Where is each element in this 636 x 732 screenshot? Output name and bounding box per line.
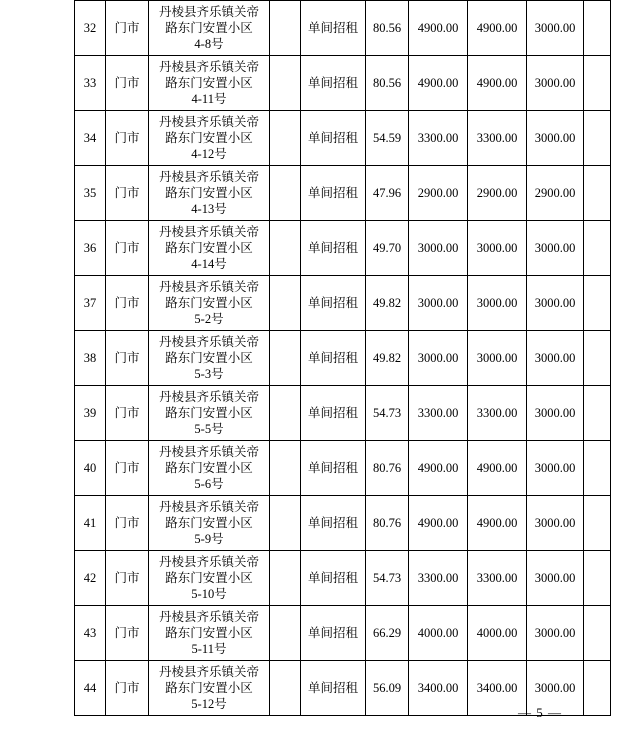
table-row [75,111,611,166]
cell-address [149,166,270,221]
cell-property-type: 门市 [106,386,149,441]
cell-sequence-number: 41 [75,496,106,551]
cell-blank [270,606,301,661]
cell-starting-price: 3400.00 [468,661,527,716]
cell-deposit: 3000.00 [527,441,584,496]
cell-starting-price: 3000.00 [468,221,527,276]
address-line: 路东门安置小区 [165,186,253,200]
cell-appraised-price: 3300.00 [409,386,468,441]
cell-blank [270,496,301,551]
address-line: 丹棱县齐乐镇关帝 [158,5,259,19]
cell-lease-mode: 单间招租 [301,56,366,111]
cell-tail [584,441,611,496]
table-row [75,441,611,496]
page-number: — 5 — [518,705,562,720]
address-line: 4-12号 [191,147,227,161]
cell-sequence-number: 40 [75,441,106,496]
cell-tail [584,551,611,606]
address-line: 丹棱县齐乐镇关帝 [158,335,259,349]
cell-address [149,56,270,111]
address-line: 5-12号 [191,697,227,711]
cell-sequence-number: 32 [75,1,106,56]
address-line: 路东门安置小区 [165,571,253,585]
cell-sequence-number: 35 [75,166,106,221]
cell-deposit: 3000.00 [527,496,584,551]
cell-blank [270,111,301,166]
cell-deposit: 3000.00 [527,551,584,606]
cell-address [149,551,270,606]
address-line: 路东门安置小区 [165,626,253,640]
cell-sequence-number: 42 [75,551,106,606]
cell-area: 66.29 [366,606,409,661]
cell-address [149,496,270,551]
cell-address [149,111,270,166]
address-line: 丹棱县齐乐镇关帝 [158,665,259,679]
cell-deposit: 3000.00 [527,331,584,386]
cell-starting-price: 4000.00 [468,606,527,661]
cell-deposit: 3000.00 [527,111,584,166]
address-line: 路东门安置小区 [165,296,253,310]
cell-blank [270,441,301,496]
cell-area: 49.82 [366,331,409,386]
cell-starting-price: 3300.00 [468,551,527,606]
cell-deposit: 3000.00 [527,56,584,111]
cell-starting-price: 4900.00 [468,56,527,111]
address-line: 5-11号 [191,642,227,656]
table-row [75,1,611,56]
cell-sequence-number: 36 [75,221,106,276]
cell-appraised-price: 3000.00 [409,276,468,331]
cell-lease-mode: 单间招租 [301,386,366,441]
table-row [75,221,611,276]
cell-blank [270,221,301,276]
cell-lease-mode: 单间招租 [301,221,366,276]
table-row [75,496,611,551]
cell-property-type: 门市 [106,276,149,331]
cell-appraised-price: 2900.00 [409,166,468,221]
cell-property-type: 门市 [106,331,149,386]
cell-blank [270,1,301,56]
address-line: 丹棱县齐乐镇关帝 [158,280,259,294]
cell-area: 49.82 [366,276,409,331]
address-line: 路东门安置小区 [165,76,253,90]
table-row [75,276,611,331]
cell-address [149,331,270,386]
cell-appraised-price: 3000.00 [409,221,468,276]
address-line: 丹棱县齐乐镇关帝 [158,610,259,624]
cell-property-type: 门市 [106,661,149,716]
cell-area: 54.73 [366,551,409,606]
cell-tail [584,56,611,111]
cell-property-type: 门市 [106,166,149,221]
cell-blank [270,166,301,221]
cell-lease-mode: 单间招租 [301,111,366,166]
cell-appraised-price: 3000.00 [409,331,468,386]
cell-appraised-price: 4900.00 [409,496,468,551]
cell-lease-mode: 单间招租 [301,606,366,661]
address-line: 丹棱县齐乐镇关帝 [158,60,259,74]
table-row [75,331,611,386]
address-line: 路东门安置小区 [165,516,253,530]
cell-deposit: 3000.00 [527,221,584,276]
cell-address [149,606,270,661]
address-line: 丹棱县齐乐镇关帝 [158,115,259,129]
cell-starting-price: 2900.00 [468,166,527,221]
cell-property-type: 门市 [106,56,149,111]
cell-area: 56.09 [366,661,409,716]
table-row [75,166,611,221]
address-line: 5-2号 [194,312,224,326]
cell-property-type: 门市 [106,221,149,276]
cell-lease-mode: 单间招租 [301,496,366,551]
table-row [75,551,611,606]
address-line: 路东门安置小区 [165,241,253,255]
cell-tail [584,111,611,166]
cell-sequence-number: 43 [75,606,106,661]
cell-sequence-number: 37 [75,276,106,331]
address-line: 路东门安置小区 [165,131,253,145]
cell-tail [584,276,611,331]
cell-address [149,1,270,56]
cell-deposit: 3000.00 [527,661,584,716]
cell-deposit: 2900.00 [527,166,584,221]
cell-tail [584,166,611,221]
cell-property-type: 门市 [106,1,149,56]
cell-lease-mode: 单间招租 [301,1,366,56]
cell-lease-mode: 单间招租 [301,166,366,221]
address-line: 丹棱县齐乐镇关帝 [158,225,259,239]
cell-property-type: 门市 [106,496,149,551]
address-line: 4-11号 [191,92,227,106]
cell-sequence-number: 39 [75,386,106,441]
cell-sequence-number: 44 [75,661,106,716]
cell-deposit: 3000.00 [527,606,584,661]
cell-blank [270,551,301,606]
cell-starting-price: 4900.00 [468,441,527,496]
cell-address [149,276,270,331]
address-line: 4-8号 [194,37,224,51]
cell-address [149,221,270,276]
cell-starting-price: 3000.00 [468,331,527,386]
cell-appraised-price: 3300.00 [409,111,468,166]
address-line: 丹棱县齐乐镇关帝 [158,390,259,404]
table-row [75,606,611,661]
address-line: 5-3号 [194,367,224,381]
cell-starting-price: 4900.00 [468,496,527,551]
cell-starting-price: 4900.00 [468,1,527,56]
cell-appraised-price: 4000.00 [409,606,468,661]
address-line: 4-13号 [191,202,227,216]
address-line: 5-9号 [194,532,224,546]
cell-appraised-price: 3300.00 [409,551,468,606]
cell-tail [584,331,611,386]
cell-area: 80.56 [366,56,409,111]
cell-property-type: 门市 [106,551,149,606]
cell-blank [270,276,301,331]
cell-tail [584,386,611,441]
cell-property-type: 门市 [106,111,149,166]
cell-lease-mode: 单间招租 [301,551,366,606]
table-body [75,1,611,716]
cell-area: 49.70 [366,221,409,276]
cell-blank [270,386,301,441]
cell-appraised-price: 4900.00 [409,1,468,56]
cell-sequence-number: 34 [75,111,106,166]
cell-starting-price: 3300.00 [468,111,527,166]
cell-area: 80.76 [366,441,409,496]
cell-tail [584,1,611,56]
cell-sequence-number: 38 [75,331,106,386]
address-line: 5-5号 [194,422,224,436]
cell-property-type: 门市 [106,441,149,496]
address-line: 路东门安置小区 [165,21,253,35]
cell-blank [270,331,301,386]
cell-appraised-price: 4900.00 [409,56,468,111]
cell-appraised-price: 3400.00 [409,661,468,716]
cell-blank [270,56,301,111]
cell-address [149,386,270,441]
address-line: 4-14号 [191,257,227,271]
cell-property-type: 门市 [106,606,149,661]
cell-area: 47.96 [366,166,409,221]
cell-area: 54.59 [366,111,409,166]
cell-starting-price: 3300.00 [468,386,527,441]
cell-lease-mode: 单间招租 [301,441,366,496]
address-line: 5-6号 [194,477,224,491]
cell-area: 80.56 [366,1,409,56]
table-row [75,386,611,441]
address-line: 路东门安置小区 [165,351,253,365]
cell-lease-mode: 单间招租 [301,276,366,331]
address-line: 路东门安置小区 [165,461,253,475]
table-row [75,56,611,111]
address-line: 丹棱县齐乐镇关帝 [158,555,259,569]
lease-listing-table [74,0,611,716]
address-line: 丹棱县齐乐镇关帝 [158,500,259,514]
cell-tail [584,221,611,276]
address-line: 丹棱县齐乐镇关帝 [158,445,259,459]
cell-deposit: 3000.00 [527,1,584,56]
cell-appraised-price: 4900.00 [409,441,468,496]
cell-lease-mode: 单间招租 [301,331,366,386]
address-line: 路东门安置小区 [165,406,253,420]
cell-deposit: 3000.00 [527,386,584,441]
cell-lease-mode: 单间招租 [301,661,366,716]
cell-sequence-number: 33 [75,56,106,111]
cell-deposit: 3000.00 [527,276,584,331]
address-line: 丹棱县齐乐镇关帝 [158,170,259,184]
cell-area: 80.76 [366,496,409,551]
cell-area: 54.73 [366,386,409,441]
address-line: 5-10号 [191,587,227,601]
address-line: 路东门安置小区 [165,681,253,695]
cell-starting-price: 3000.00 [468,276,527,331]
cell-tail [584,606,611,661]
cell-tail [584,496,611,551]
cell-address [149,441,270,496]
